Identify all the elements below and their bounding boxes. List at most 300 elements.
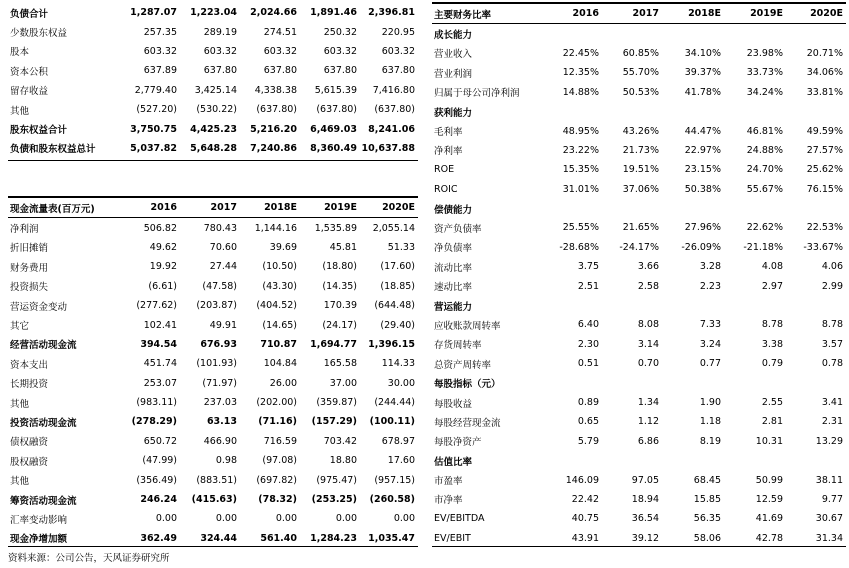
ratio-row xyxy=(432,238,846,257)
cashflow-row-value: 165.58 xyxy=(323,358,357,370)
ratio-row-value: 38.11 xyxy=(815,474,843,486)
ratio-row xyxy=(432,276,846,295)
balance-row xyxy=(8,22,418,41)
balance-row-value: 1,891.46 xyxy=(310,7,357,19)
ratio-row-value: 30.67 xyxy=(815,513,843,525)
cashflow-row xyxy=(8,354,418,373)
ratio-row-value xyxy=(602,102,662,121)
ratio-row-value: 41.78% xyxy=(684,86,721,98)
ratio-row-label: 净利率 xyxy=(434,146,463,158)
cashflow-row-value: 30.00 xyxy=(387,377,415,389)
ratio-row-value: 27.96% xyxy=(684,222,721,234)
ratio-row xyxy=(432,24,846,44)
cashflow-row-label: 现金净增加额 xyxy=(10,534,68,546)
ratio-row-value: 3.57 xyxy=(821,338,843,350)
ratio-row-label: 资产负债率 xyxy=(434,223,482,235)
cashflow-row-value: (244.44) xyxy=(374,397,415,409)
cashflow-row-value: 0.00 xyxy=(275,513,297,525)
cashflow-row-value: (644.48) xyxy=(374,300,415,312)
ratio-row xyxy=(432,83,846,102)
cashflow-row-value: (697.82) xyxy=(256,474,297,486)
ratio-row-label: 每股净资产 xyxy=(434,437,482,449)
cashflow-row-value: (6.61) xyxy=(148,280,177,292)
ratio-row-value: 24.70% xyxy=(746,164,783,176)
ratio-row-value: 48.95% xyxy=(562,125,599,137)
ratio-row-value xyxy=(786,451,846,470)
ratio-row-value: 22.53% xyxy=(806,222,843,234)
cashflow-row-label: 折旧摊销 xyxy=(10,243,49,255)
cashflow-row-value: 237.03 xyxy=(203,397,237,409)
ratio-row-label: 获利能力 xyxy=(434,107,473,119)
ratio-row xyxy=(432,335,846,354)
ratio-row-value: 34.06% xyxy=(806,67,843,79)
ratio-row-value: 33.73% xyxy=(746,67,783,79)
ratio-row-value: 10.31 xyxy=(755,435,783,447)
ratio-row-value: 0.51 xyxy=(577,358,599,370)
balance-row-value: 637.89 xyxy=(143,65,177,77)
ratio-row-value: 15.35% xyxy=(562,164,599,176)
ratio-row-value: 50.53% xyxy=(622,86,659,98)
cashflow-row-value: 710.87 xyxy=(260,338,297,350)
financial-ratios xyxy=(432,4,846,548)
balance-row-value: 5,216.20 xyxy=(250,123,297,135)
ratio-row xyxy=(432,160,846,179)
cashflow-row-label: 营运资金变动 xyxy=(10,301,68,313)
ratio-row-value: 44.47% xyxy=(684,125,721,137)
cashflow-row-value: 39.69 xyxy=(269,241,297,253)
balance-row-value: 2,396.81 xyxy=(368,7,415,19)
balance-row-value: 1,287.07 xyxy=(130,7,177,19)
balance-row-value: 603.32 xyxy=(143,45,177,57)
cashflow-row-label: 投资损失 xyxy=(10,282,49,294)
balance-row-value: 5,648.28 xyxy=(190,142,237,154)
cashflow-row-value: 63.13 xyxy=(206,416,237,428)
ratio-row-value: 3.28 xyxy=(699,261,721,273)
cashflow-row-value: 716.59 xyxy=(263,435,297,447)
balance-row-value: 220.95 xyxy=(381,26,415,38)
ratio-row xyxy=(432,121,846,140)
cashflow-row-value: 1,396.15 xyxy=(368,338,415,350)
balance-row-value: 603.32 xyxy=(381,45,415,57)
cashflow-row-value: 703.42 xyxy=(323,435,357,447)
ratio-row-value: 8.08 xyxy=(637,319,659,331)
ratio-row-label: 市盈率 xyxy=(434,476,463,488)
ratio-row xyxy=(432,296,846,315)
balance-row-value: 637.80 xyxy=(381,65,415,77)
balance-row-value: 10,637.88 xyxy=(361,142,415,154)
cashflow-row-value: (277.62) xyxy=(136,300,177,312)
cashflow-row-value: (14.65) xyxy=(262,319,297,331)
cashflow-row xyxy=(8,218,418,238)
ratio-row-value: -28.68% xyxy=(559,241,599,253)
cashflow-row-value: (883.51) xyxy=(196,474,237,486)
cashflow-row-value: 104.84 xyxy=(263,358,297,370)
balance-row xyxy=(8,42,418,61)
balance-row xyxy=(8,3,418,22)
ratio-row-value: 0.79 xyxy=(761,358,783,370)
cashflow-row-value: 0.00 xyxy=(215,513,237,525)
ratio-row-label: 每股指标（元） xyxy=(434,379,501,391)
ratio-row-label: 市净率 xyxy=(434,495,463,507)
ratio-row-label: EV/EBIT xyxy=(434,532,471,544)
ratio-row-value: 6.86 xyxy=(637,435,659,447)
ratio-row-value: 3.75 xyxy=(577,261,599,273)
ratio-row-label: 营业收入 xyxy=(434,49,473,61)
cashflow-row-value: (203.87) xyxy=(196,300,237,312)
ratio-row-value: 2.58 xyxy=(637,280,659,292)
ratio-row-value: 12.59 xyxy=(755,493,783,505)
ratio-row-value xyxy=(542,296,602,315)
ratio-row xyxy=(432,199,846,218)
ratio-row-value xyxy=(662,199,724,218)
balance-row-value: (527.20) xyxy=(136,104,177,116)
ratio-row-value xyxy=(662,373,724,392)
ratio-row-value xyxy=(542,373,602,392)
ratio-row-value: 4.08 xyxy=(761,261,783,273)
ratio-row-value: 22.45% xyxy=(562,47,599,59)
ratio-row-value xyxy=(542,199,602,218)
ratio-row-value xyxy=(786,373,846,392)
ratio-row-label: 每股经营现金流 xyxy=(434,417,501,429)
ratio-row xyxy=(432,490,846,509)
cashflow-row-value: 49.91 xyxy=(209,319,237,331)
ratio-row-value xyxy=(724,102,786,121)
cashflow-header-title: 现金流量表(百万元) xyxy=(8,198,123,218)
ratio-row xyxy=(432,63,846,82)
ratio-row-value: 12.35% xyxy=(562,67,599,79)
cashflow-row-value: 17.60 xyxy=(387,455,415,467)
ratio-row-value xyxy=(724,296,786,315)
ratio-row-value: 13.29 xyxy=(815,435,843,447)
ratio-header-year: 2019E xyxy=(724,4,786,24)
cashflow-row-value: 0.00 xyxy=(155,513,177,525)
balance-row-label: 少数股东权益 xyxy=(10,28,68,40)
ratio-row-value: 34.24% xyxy=(746,86,783,98)
ratio-row-value: 27.57% xyxy=(806,144,843,156)
cashflow-header-year: 2020E xyxy=(360,198,418,218)
ratio-row-value: 2.23 xyxy=(699,280,721,292)
cashflow-row xyxy=(8,451,418,470)
balance-row-value: 3,425.14 xyxy=(194,84,237,96)
ratio-header-year: 2020E xyxy=(786,4,846,24)
ratio-row-value xyxy=(662,451,724,470)
ratio-row-value: 0.70 xyxy=(637,358,659,370)
ratio-row-value: 34.10% xyxy=(684,47,721,59)
ratio-row-value: 22.97% xyxy=(684,144,721,156)
balance-row-label: 股东权益合计 xyxy=(10,125,68,137)
ratio-row-value: 58.06 xyxy=(693,532,721,544)
ratio-row xyxy=(432,315,846,334)
ratio-row-label: 流动比率 xyxy=(434,262,473,274)
ratio-row-value: -33.67% xyxy=(803,241,843,253)
ratio-row-value xyxy=(542,451,602,470)
balance-row-label: 其他 xyxy=(10,105,30,117)
cashflow-row-label: 经营活动现金流 xyxy=(10,340,77,352)
cashflow-table xyxy=(8,198,418,548)
ratio-row-value: 3.14 xyxy=(637,338,659,350)
ratio-header-year: 2016 xyxy=(542,4,602,24)
cashflow-row-label: 汇率变动影响 xyxy=(10,514,68,526)
cashflow-row-value: 1,284.23 xyxy=(310,532,357,544)
cashflow-row-value: (957.15) xyxy=(374,474,415,486)
ratio-row-value xyxy=(786,24,846,44)
cashflow-row-value: (415.63) xyxy=(191,494,237,506)
cashflow-row-value: 114.33 xyxy=(381,358,415,370)
cashflow-row-value: 394.54 xyxy=(140,338,177,350)
ratio-row-value xyxy=(602,296,662,315)
cashflow-row-label: 其他 xyxy=(10,398,30,410)
ratio-row-value xyxy=(602,24,662,44)
ratio-row-value: 50.99 xyxy=(755,474,783,486)
ratio-row-value: 3.24 xyxy=(699,338,721,350)
balance-row-value: 2,779.40 xyxy=(134,84,177,96)
ratio-row-value xyxy=(542,102,602,121)
ratio-row-value: 41.69 xyxy=(755,513,783,525)
ratio-row-value: 76.15% xyxy=(806,183,843,195)
ratio-row xyxy=(432,470,846,489)
ratio-row-value: 0.77 xyxy=(699,358,721,370)
ratio-row-label: 估值比率 xyxy=(434,456,473,468)
balance-row-value: 8,241.06 xyxy=(368,123,415,135)
balance-row-label: 负债合计 xyxy=(10,8,49,20)
cashflow-row-label: 其他 xyxy=(10,476,30,488)
ratio-row-value: 40.75 xyxy=(571,513,599,525)
cashflow-row-value: 506.82 xyxy=(143,222,177,234)
balance-row-value: (637.80) xyxy=(256,104,297,116)
cashflow-row-label: 投资活动现金流 xyxy=(10,417,77,429)
cashflow-row-value: 253.07 xyxy=(143,377,177,389)
ratio-row-value xyxy=(542,24,602,44)
ratio-row xyxy=(432,451,846,470)
cashflow-row-label: 资本支出 xyxy=(10,359,49,371)
cashflow-row-value: 466.90 xyxy=(203,435,237,447)
balance-row-value: 5,037.82 xyxy=(130,142,177,154)
balance-row-value: 603.32 xyxy=(203,45,237,57)
balance-row xyxy=(8,119,418,138)
cashflow-row-value: (983.11) xyxy=(136,397,177,409)
cashflow-row-value: (24.17) xyxy=(322,319,357,331)
balance-row-value: 2,024.66 xyxy=(250,7,297,19)
ratio-row-value: 68.45 xyxy=(693,474,721,486)
cashflow-row-value: 1,694.77 xyxy=(310,338,357,350)
cashflow-header-year: 2016 xyxy=(123,198,180,218)
cashflow-row-value: 780.43 xyxy=(203,222,237,234)
cashflow-row xyxy=(8,470,418,489)
balance-row-value: 3,750.75 xyxy=(130,123,177,135)
cashflow-row-value: (43.30) xyxy=(262,280,297,292)
cashflow-row-value: 49.62 xyxy=(149,241,177,253)
ratio-row xyxy=(432,102,846,121)
ratio-row-value: 23.22% xyxy=(562,144,599,156)
cashflow-row-value: (100.11) xyxy=(369,416,415,428)
ratio-row-value: 20.71% xyxy=(806,47,843,59)
cashflow-row-label: 债权融资 xyxy=(10,437,49,449)
cashflow-row-value: 102.41 xyxy=(143,319,177,331)
ratio-row-value: 31.34 xyxy=(815,532,843,544)
balance-row xyxy=(8,139,418,158)
cashflow-row-value: 0.00 xyxy=(393,513,415,525)
cashflow-row-value: (975.47) xyxy=(316,474,357,486)
cashflow-row-value: (18.85) xyxy=(380,280,415,292)
cashflow-row-value: 1,035.47 xyxy=(368,532,415,544)
cashflow-row-label: 净利润 xyxy=(10,224,39,236)
cashflow-row xyxy=(8,296,418,315)
ratio-row-label: 毛利率 xyxy=(434,127,463,139)
ratio-row-label: 归属于母公司净利润 xyxy=(434,88,520,100)
ratio-row-value: 42.78 xyxy=(755,532,783,544)
ratio-row-value: 31.01% xyxy=(562,183,599,195)
cashflow-row xyxy=(8,277,418,296)
ratio-row-value: 1.18 xyxy=(699,416,721,428)
ratio-row-value: 6.40 xyxy=(577,319,599,331)
ratio-row-value: 14.88% xyxy=(562,86,599,98)
ratio-row-value: 15.85 xyxy=(693,493,721,505)
ratio-row-label: 速动比率 xyxy=(434,282,473,294)
ratio-row-value xyxy=(786,296,846,315)
ratio-row-value xyxy=(662,296,724,315)
ratio-row-value: 23.98% xyxy=(746,47,783,59)
ratio-row-value xyxy=(602,373,662,392)
ratio-row-value: 8.78 xyxy=(761,319,783,331)
ratio-row-value: 97.05 xyxy=(631,474,659,486)
cashflow-row-value: 70.60 xyxy=(209,241,237,253)
balance-row-value: 7,240.86 xyxy=(250,142,297,154)
balance-row-label: 资本公积 xyxy=(10,66,49,78)
ratios-table xyxy=(432,4,846,548)
ratio-row-value: 0.89 xyxy=(577,397,599,408)
cashflow-row-value: 561.40 xyxy=(260,532,297,544)
cashflow-row-value: (97.08) xyxy=(262,455,297,467)
ratio-row-value: 2.97 xyxy=(761,280,783,292)
ratio-row-value: 49.59% xyxy=(806,125,843,137)
ratio-row-value xyxy=(602,199,662,218)
cashflow-row-value: 37.00 xyxy=(329,377,357,389)
cashflow-row-value: (10.50) xyxy=(262,261,297,273)
ratio-row-value: 146.09 xyxy=(565,474,599,486)
balance-row-value: 603.32 xyxy=(323,45,357,57)
balance-row-value: 1,223.04 xyxy=(190,7,237,19)
balance-row-value: 637.80 xyxy=(263,65,297,77)
cashflow-row-value: 170.39 xyxy=(323,300,357,312)
ratio-header-year: 2017 xyxy=(602,4,662,24)
ratio-row-value: 39.37% xyxy=(684,67,721,79)
ratio-row-value: 9.77 xyxy=(821,493,843,505)
ratio-row-value: 1.12 xyxy=(637,416,659,428)
cashflow-row-value: 1,535.89 xyxy=(314,222,357,234)
cashflow-row xyxy=(8,432,418,451)
ratio-row-value: 4.06 xyxy=(821,261,843,273)
ratio-row-label: 营运能力 xyxy=(434,301,473,313)
ratio-row xyxy=(432,432,846,451)
ratio-row-label: 总资产周转率 xyxy=(434,359,492,371)
ratio-row-value: 8.78 xyxy=(821,319,843,331)
cashflow-row-value: (18.80) xyxy=(322,261,357,273)
ratio-row-value: 43.26% xyxy=(622,125,659,137)
ratio-row-value xyxy=(602,451,662,470)
cashflow-row-value: (14.35) xyxy=(322,280,357,292)
ratio-row-value: 1.90 xyxy=(699,397,721,408)
ratio-row-value: 36.54 xyxy=(631,513,659,525)
cashflow-row-label: 长期投资 xyxy=(10,379,49,391)
balance-row-label: 负债和股东权益总计 xyxy=(10,144,96,156)
ratio-row-value: 8.19 xyxy=(699,435,721,447)
balance-row-value: 637.80 xyxy=(203,65,237,77)
ratio-row-value: 55.70% xyxy=(622,67,659,79)
balance-row-value: 4,425.23 xyxy=(190,123,237,135)
ratio-row xyxy=(432,44,846,63)
cashflow-row-value: 1,144.16 xyxy=(254,222,297,234)
ratio-row xyxy=(432,373,846,392)
ratio-row xyxy=(432,509,846,528)
ratio-row-label: 净负债率 xyxy=(434,243,473,255)
ratio-row-value: 3.41 xyxy=(821,397,843,408)
cashflow-row-value: (101.93) xyxy=(196,358,237,370)
cashflow-header-year: 2019E xyxy=(300,198,360,218)
cashflow-row-value: 27.44 xyxy=(209,261,237,273)
ratio-row-value: 5.79 xyxy=(577,435,599,447)
cashflow-row-value: 676.93 xyxy=(200,338,237,350)
ratio-row-label: 存货周转率 xyxy=(434,340,482,352)
balance-row-value: 8,360.49 xyxy=(310,142,357,154)
cashflow-row-value: (71.97) xyxy=(202,377,237,389)
cashflow-row-value: 246.24 xyxy=(140,494,177,506)
ratio-row-value: 7.33 xyxy=(699,319,721,331)
balance-table xyxy=(8,3,418,158)
cashflow-row-value: 19.92 xyxy=(149,261,177,273)
ratio-row-value xyxy=(662,24,724,44)
ratio-row xyxy=(432,218,846,237)
ratio-row-value: 25.55% xyxy=(562,222,599,234)
ratio-row-value: 22.42 xyxy=(571,493,599,505)
balance-row-value: (637.80) xyxy=(316,104,357,116)
cashflow-row-value: (356.49) xyxy=(136,474,177,486)
cashflow-row-value: 18.80 xyxy=(329,455,357,467)
cashflow-row-label: 其它 xyxy=(10,321,30,333)
balance-row-value: 6,469.03 xyxy=(310,123,357,135)
balance-row xyxy=(8,81,418,100)
balance-row-label: 留存收益 xyxy=(10,86,49,98)
cashflow-row-value: (260.58) xyxy=(369,494,415,506)
balance-row-value: 7,416.80 xyxy=(372,84,415,96)
ratio-row-value xyxy=(724,373,786,392)
ratio-row-label: 应收账款周转率 xyxy=(434,320,501,332)
cashflow-row-value: 0.00 xyxy=(335,513,357,525)
source-note: 资料来源：公司公告，天风证券研究所 xyxy=(8,553,170,564)
ratio-row-value: 37.06% xyxy=(622,183,659,195)
ratio-row-value: 50.38% xyxy=(684,183,721,195)
ratio-row-value: 60.85% xyxy=(622,47,659,59)
ratio-row-value: -24.17% xyxy=(619,241,659,253)
cashflow-row-value: 26.00 xyxy=(269,377,297,389)
cashflow-statement xyxy=(8,198,418,548)
cashflow-row-value: 678.97 xyxy=(381,435,415,447)
cashflow-row-label: 股权融资 xyxy=(10,456,49,468)
cashflow-row-value: 451.74 xyxy=(143,358,177,370)
balance-row-value: (530.22) xyxy=(196,104,237,116)
cashflow-row-value: (78.32) xyxy=(258,494,297,506)
balance-row xyxy=(8,100,418,119)
ratio-row-value: 2.99 xyxy=(821,280,843,292)
cashflow-row-value: 0.98 xyxy=(215,455,237,467)
cashflow-header-year: 2018E xyxy=(240,198,300,218)
ratio-row-value: 3.66 xyxy=(637,261,659,273)
cashflow-row xyxy=(8,238,418,257)
ratio-row-label: ROE xyxy=(434,164,455,176)
cashflow-row-value: (253.25) xyxy=(311,494,357,506)
cashflow-bottom-rule xyxy=(8,546,418,547)
ratio-row xyxy=(432,180,846,199)
cashflow-row xyxy=(8,490,418,509)
